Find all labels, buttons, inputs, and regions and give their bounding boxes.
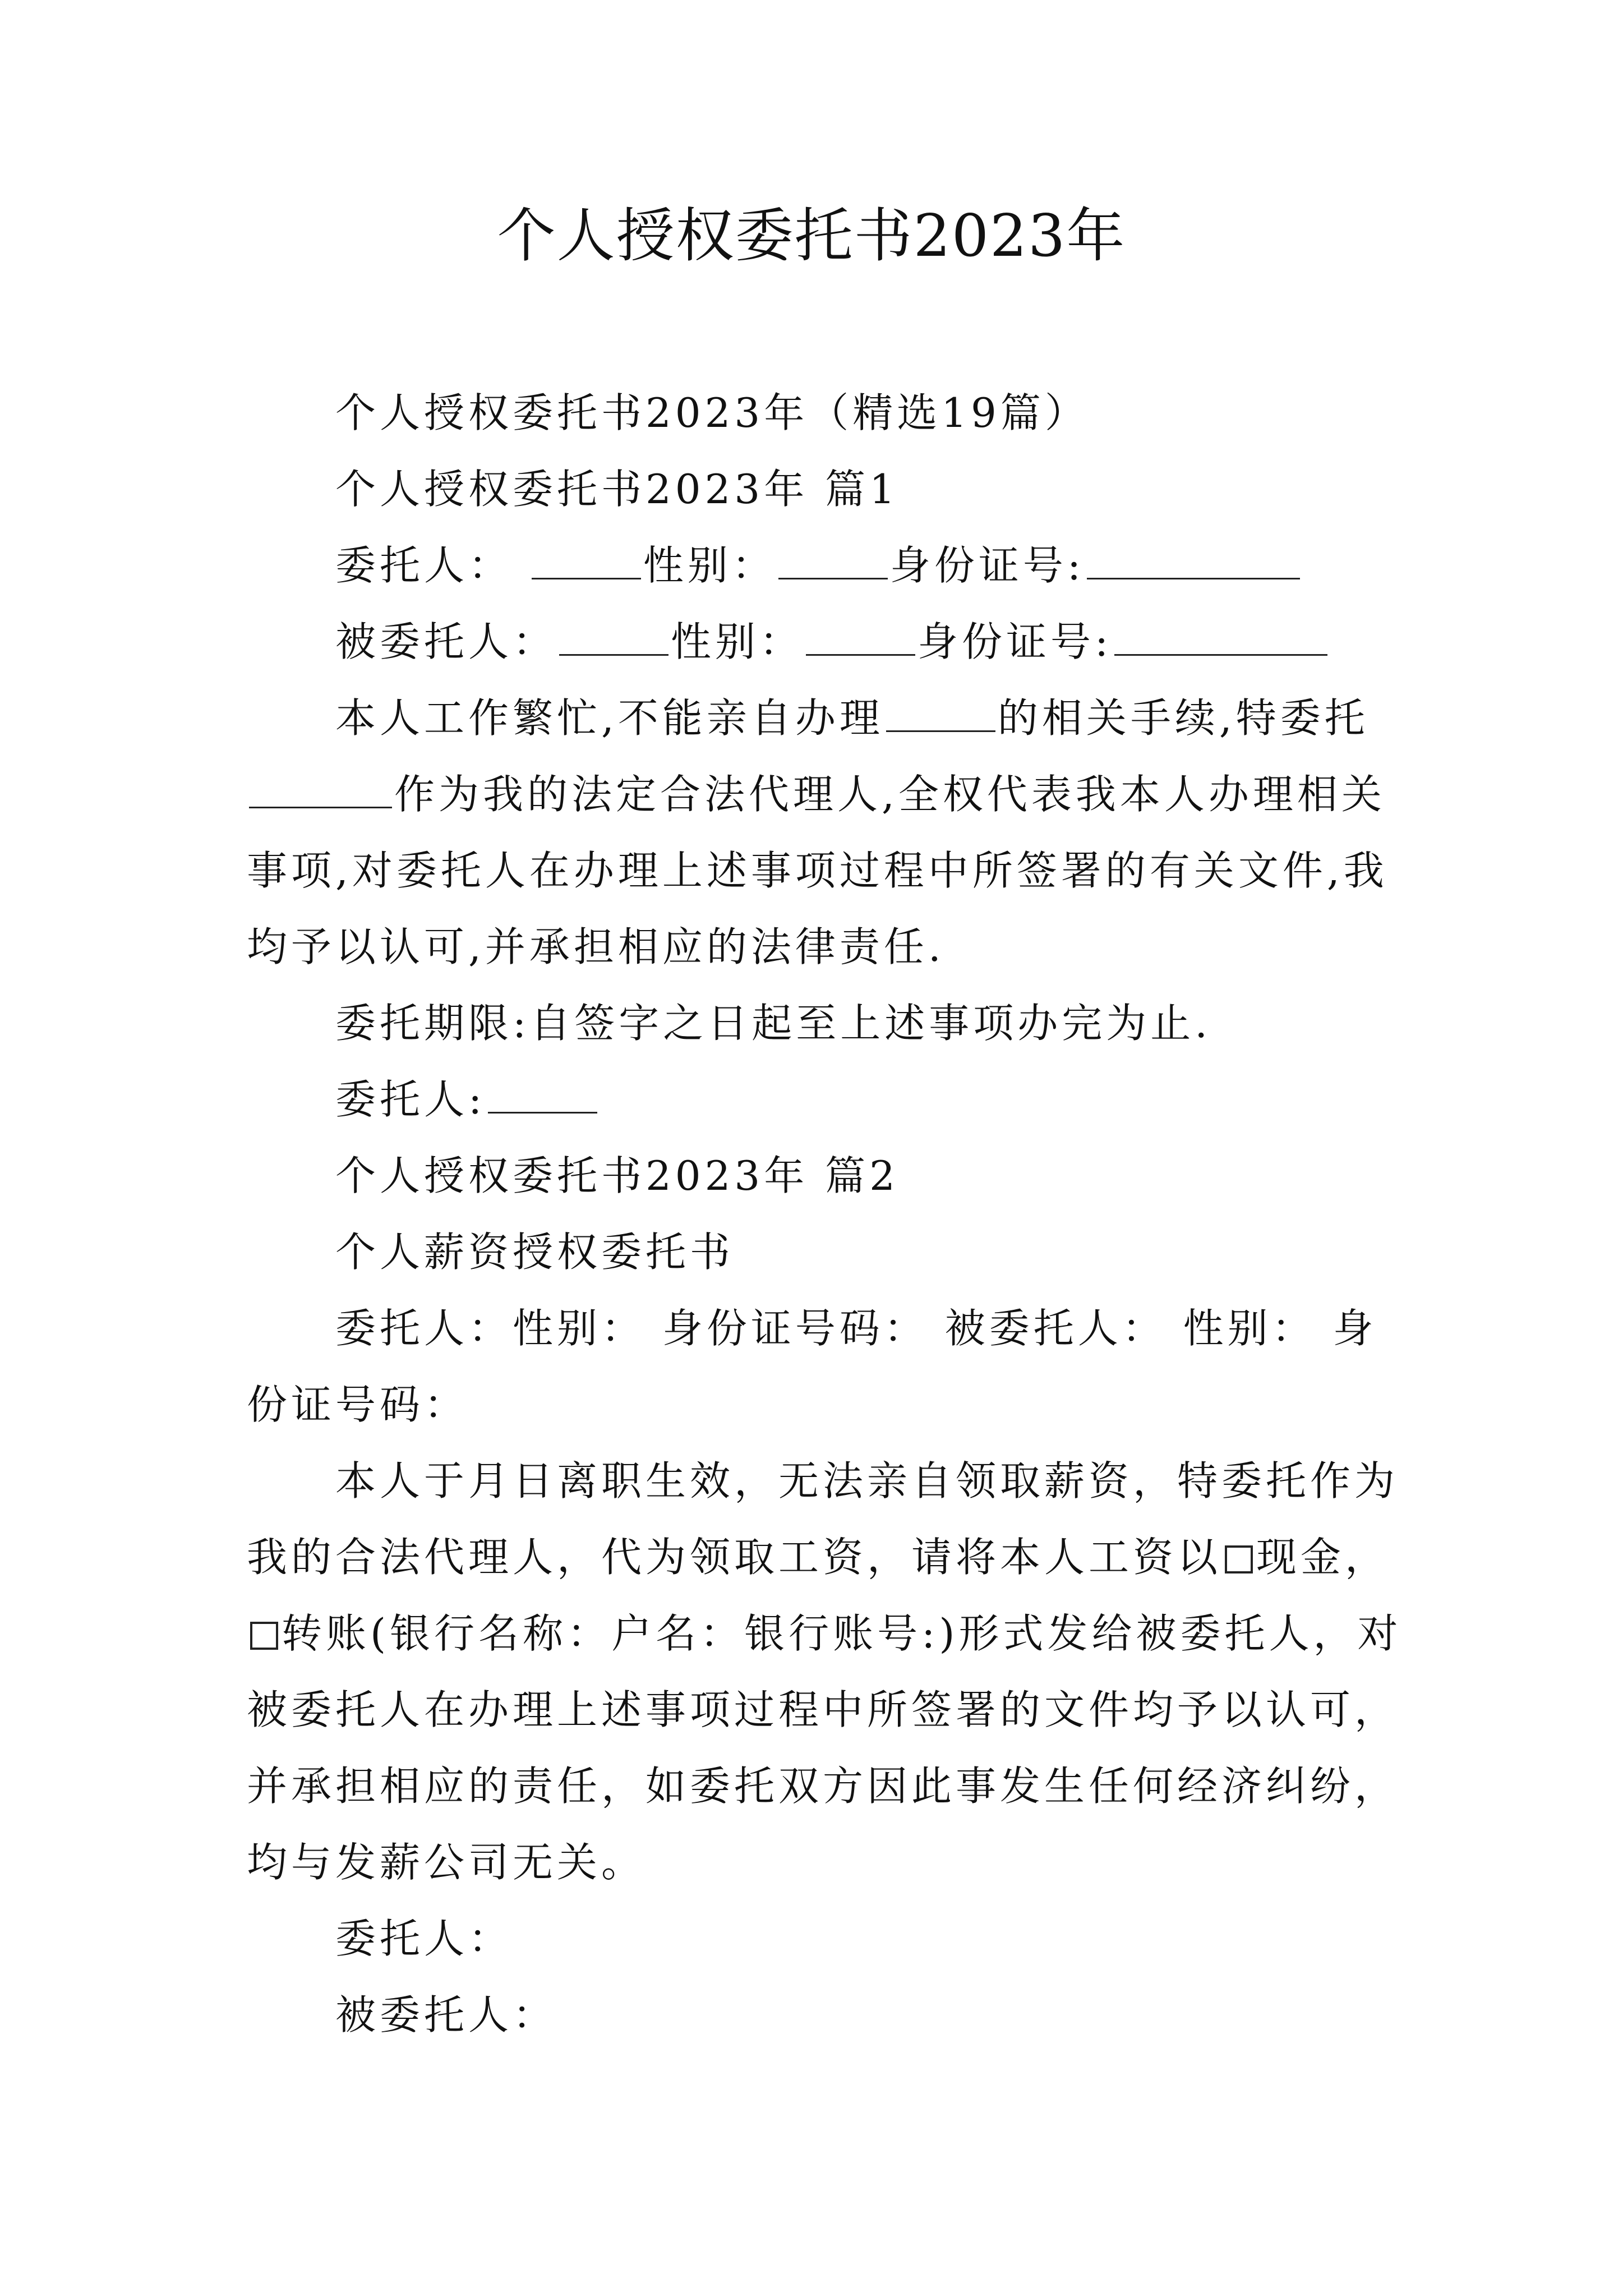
part2-agent-signature: 被委托人： bbox=[335, 1991, 557, 2039]
principal-gender-label: 性别： bbox=[643, 542, 776, 589]
part1-body-b: 的相关手续,特委托 bbox=[997, 694, 1369, 742]
part1-signature-label: 委托人: bbox=[335, 1076, 486, 1123]
part2-body-b: 转账(银行名称：户名：银行账号:)形式发给被委托人，对被委托人在办理上述事项过程中所签署的文件均予以认可，并承担相应的责任，如委托双方因此事发生任何经济纠纷，均与发薪公司无关。 bbox=[247, 1610, 1402, 1886]
part2-body-a: 本人于月日离职生效，无法亲自领取薪资，特委托作为我的合法代理人，代为领取工资，请将本人工资以 bbox=[247, 1457, 1399, 1581]
intro-line: 个人授权委托书2023年（精选19篇） bbox=[335, 389, 1089, 436]
agent-id-label: 身份证号: bbox=[917, 618, 1113, 665]
part2-info-paragraph: 委托人：性别： 身份证号码： 被委托人： 性别： 身份证号码： bbox=[247, 1305, 1377, 1428]
agent-label: 被委托人： bbox=[335, 618, 557, 665]
agent-info-line bbox=[247, 604, 1413, 680]
term-line: 委托期限:自签字之日起至上述事项办完为止. bbox=[335, 1000, 1212, 1047]
delegate-blank[interactable] bbox=[249, 770, 392, 808]
part1-heading: 个人授权委托书2023年 篇1 bbox=[335, 466, 899, 513]
document-title: 个人授权委托书2023年 bbox=[497, 201, 1126, 270]
document-body bbox=[247, 375, 1413, 2053]
part2-subtitle: 个人薪资授权委托书 bbox=[335, 1228, 735, 1276]
part1-body-a: 本人工作繁忙,不能亲自办理 bbox=[335, 694, 884, 742]
agent-gender-blank[interactable] bbox=[806, 617, 915, 656]
part1-signature-line bbox=[247, 1061, 1413, 1138]
principal-gender-blank[interactable] bbox=[778, 541, 888, 579]
part2-principal-signature: 委托人： bbox=[335, 1915, 513, 1962]
principal-info-line bbox=[247, 527, 1413, 604]
part1-signature-blank[interactable] bbox=[488, 1075, 597, 1114]
agent-id-blank[interactable] bbox=[1114, 617, 1327, 656]
part2-body-paragraph bbox=[247, 1443, 1413, 1901]
agent-gender-label: 性别： bbox=[671, 618, 804, 665]
part2-heading: 个人授权委托书2023年 篇2 bbox=[335, 1152, 899, 1199]
part1-body-paragraph bbox=[247, 680, 1413, 985]
principal-id-blank[interactable] bbox=[1087, 541, 1300, 579]
cash-option-label: 现金， bbox=[1256, 1534, 1390, 1581]
cash-checkbox[interactable] bbox=[1225, 1545, 1253, 1573]
principal-id-label: 身份证号: bbox=[889, 542, 1085, 589]
matter-blank[interactable] bbox=[886, 693, 995, 732]
transfer-checkbox[interactable] bbox=[250, 1622, 278, 1650]
principal-label: 委托人： bbox=[335, 542, 513, 589]
agent-name-blank[interactable] bbox=[559, 617, 668, 656]
part1-body-c: 作为我的法定合法代理人,全权代表我本人办理相关事项,对委托人在办理上述事项过程中所签署的有关文件,我均予以认可,并承担相应的法律责任. bbox=[247, 771, 1388, 970]
principal-name-blank[interactable] bbox=[532, 541, 641, 579]
